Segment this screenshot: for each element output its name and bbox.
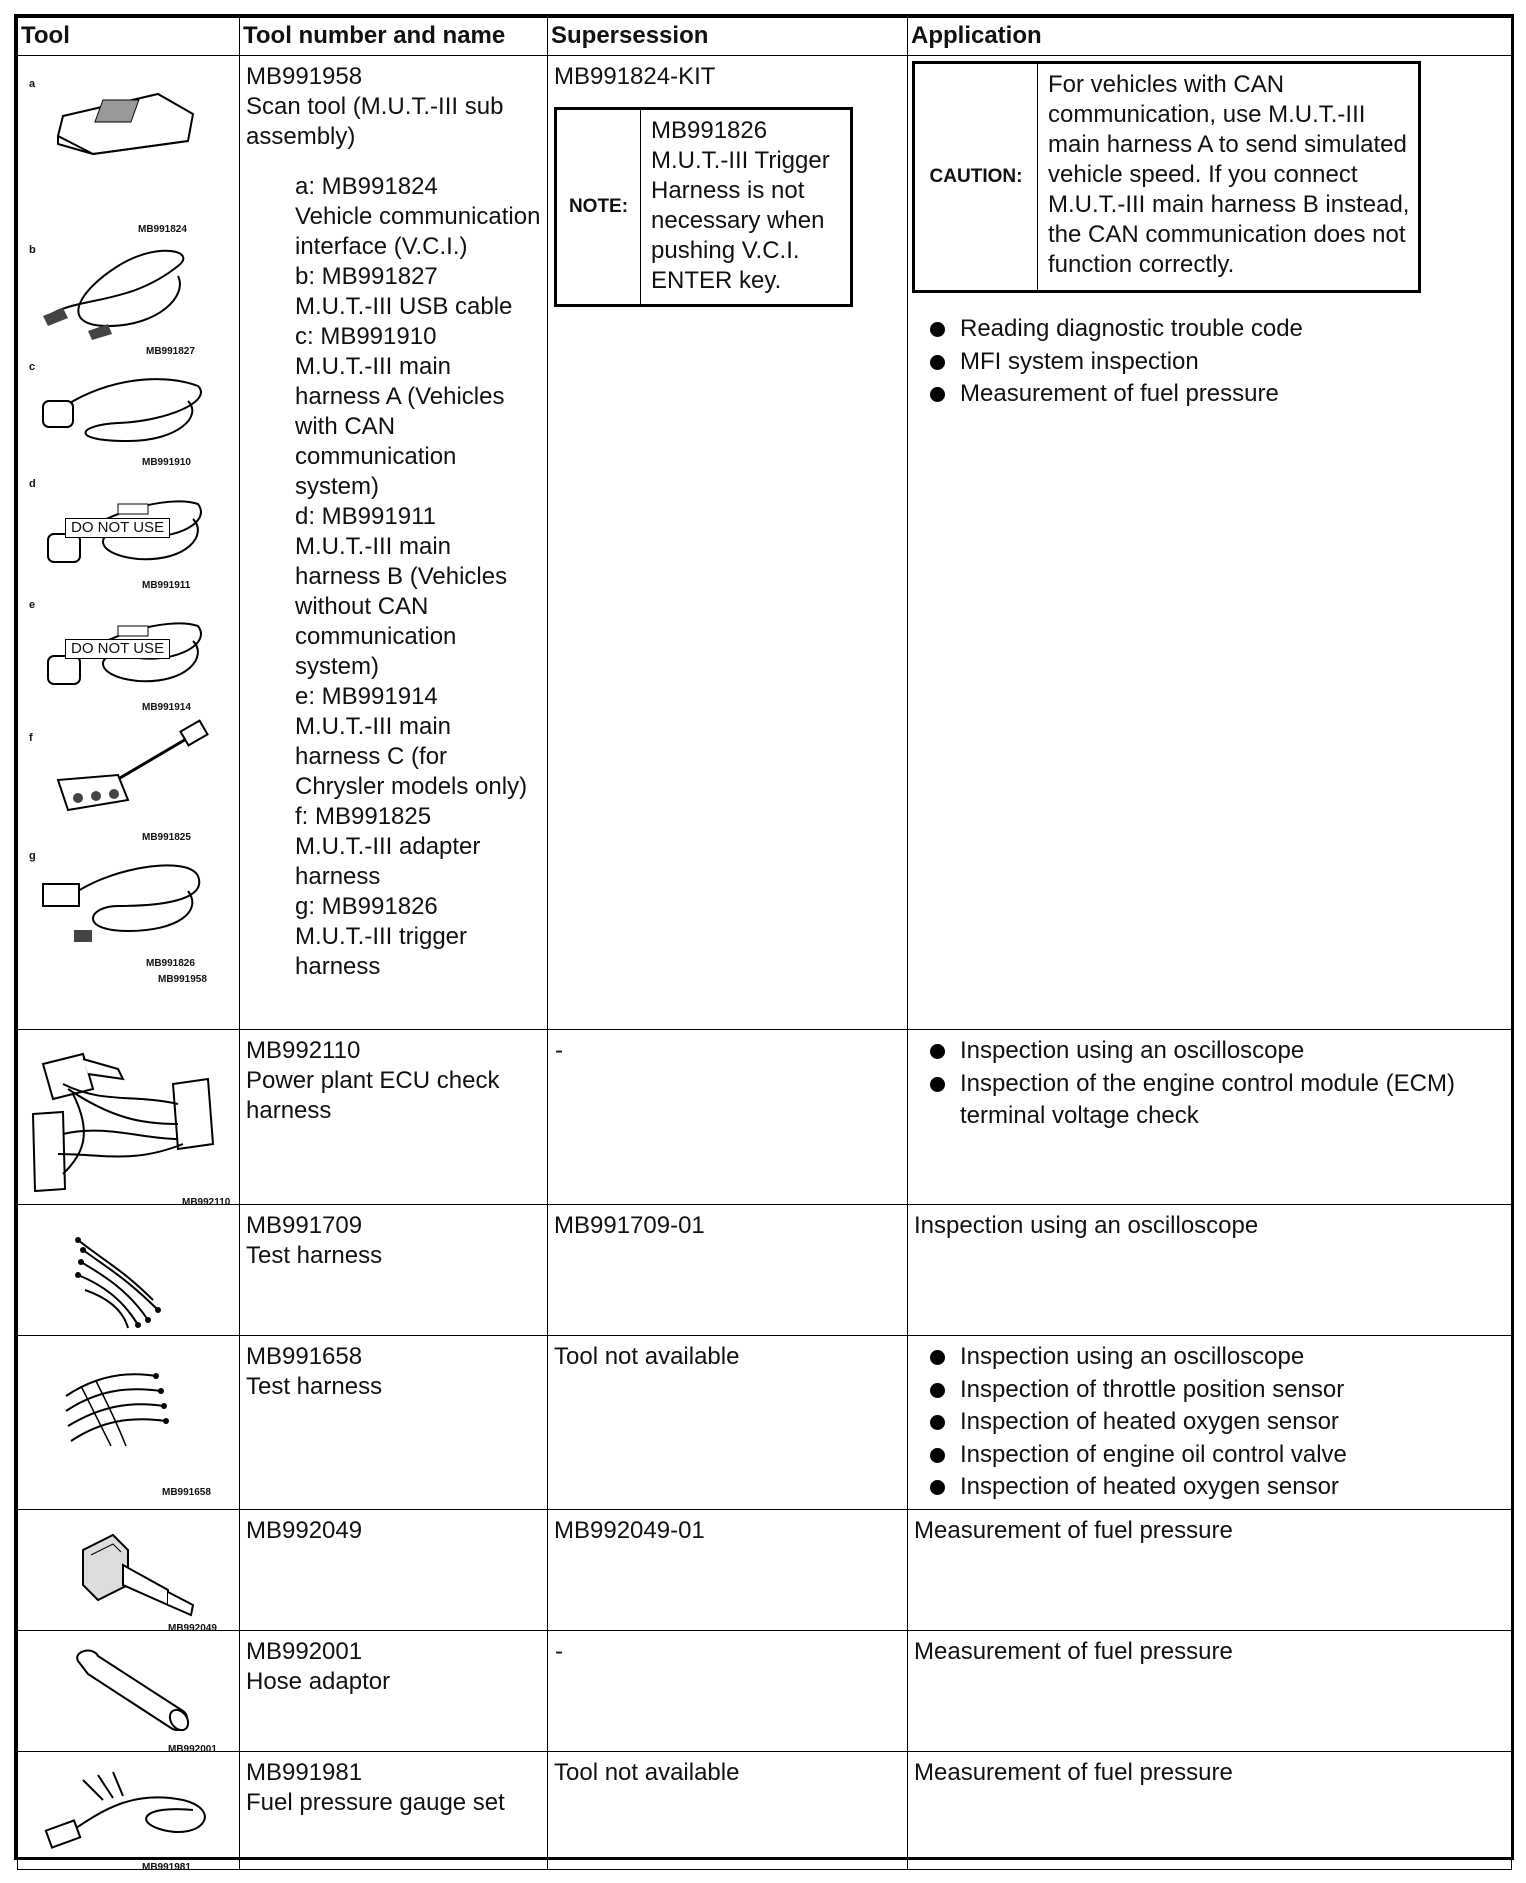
tool-number-cell [240,56,548,1030]
supersession-cell [548,1336,908,1510]
tool-illustration-cell [18,1205,240,1336]
fuel-pressure-adapter-icon [73,1530,203,1620]
usb-cable-icon [38,246,198,341]
list-item: Inspection using an oscilloscope [926,1341,1511,1374]
application-text: Inspection using an oscilloscope [914,1212,1259,1239]
supersession-value: MB991709-01 [554,1212,705,1239]
hose-adaptor-icon [73,1646,203,1736]
tool-illustration-cell [18,56,240,1030]
adapter-harness-icon [38,720,208,820]
component-desc: M.U.T.-III adapter harness [295,833,481,890]
tool-name: Test harness [246,1373,383,1400]
application-list [908,1035,1511,1133]
part-number-label: MB991910 [142,457,191,468]
part-number-label: MB992001 [168,1744,217,1755]
trigger-harness-icon [38,846,208,946]
component-desc: M.U.T.-III trigger harness [295,923,468,980]
supersession-cell [548,1631,908,1752]
application-cell [908,1752,1512,1870]
application-cell [908,1510,1512,1631]
supersession-value: Tool not available [554,1343,740,1370]
letter-label: e [29,599,36,611]
do-not-use-label: DO NOT USE [65,639,170,659]
letter-label: b [29,244,36,256]
tool-name: Hose adaptor [246,1668,391,1695]
tool-illustration-cell [18,1336,240,1510]
letter-label: a [29,78,36,90]
note-box [554,107,853,307]
application-list [908,1341,1511,1504]
part-number-label: MB991827 [146,346,195,357]
tool-name: Fuel pressure gauge set [246,1789,505,1816]
tool-number-cell [240,1752,548,1870]
special-tools-table [17,17,1512,1873]
special-tools-table-frame [14,14,1514,1873]
header-row [18,18,1512,56]
application-text: Measurement of fuel pressure [914,1517,1233,1544]
supersession-cell [548,1510,908,1631]
fuel-pressure-gauge-set-icon [43,1770,223,1850]
header-tool: Tool [18,18,240,56]
tool-number: MB991958 [246,63,363,90]
ecu-check-harness-icon [23,1044,233,1194]
part-number-label: MB991911 [142,580,191,591]
caution-box [912,61,1421,293]
component-code: d: MB991911 [295,503,436,530]
application-cell [908,56,1512,1030]
component-desc: M.U.T.-III USB cable [295,293,513,320]
list-item: Reading diagnostic trouble code [926,313,1511,346]
note-label: NOTE: [557,110,641,304]
supersession-cell [548,1752,908,1870]
test-harness-icon [73,1230,183,1330]
header-supersession: Supersession [548,18,908,56]
tool-number: MB991658 [246,1343,363,1370]
part-number-label: MB991958 [158,974,207,985]
supersession-value: - [555,1638,563,1665]
application-cell [908,1631,1512,1752]
tool-number: MB991981 [246,1759,363,1786]
part-number-label: MB991826 [146,958,195,969]
application-text: Measurement of fuel pressure [914,1759,1233,1786]
part-number-label: MB991914 [142,702,191,713]
test-harness-icon [56,1366,176,1456]
table-row [18,1631,1512,1752]
component-desc: M.U.T.-III main harness A (Vehicles with CAN communication system) [295,353,505,500]
component-code: a: MB991824 [295,173,438,200]
tool-illustration-cell [18,1030,240,1208]
tool-number: MB992001 [246,1638,363,1665]
caution-label: CAUTION: [915,64,1038,290]
table-row [18,1030,1512,1205]
part-number-label: MB992049 [168,1623,217,1634]
application-cell [908,1336,1512,1510]
tool-number-cell [240,1510,548,1631]
letter-label: c [29,361,36,373]
tool-number-cell [240,1205,548,1336]
tool-illustration-cell [18,1631,240,1755]
tool-name: Test harness [246,1242,383,1269]
do-not-use-label: DO NOT USE [65,518,170,538]
list-item: Inspection of the engine control module (ECM) terminal voltage check [926,1068,1511,1133]
list-item: MFI system inspection [926,346,1511,379]
note-text: MB991826 M.U.T.-III Trigger Harness is not necessary when pushing V.C.I. ENTER key. [651,117,830,294]
letter-label: d [29,478,36,490]
tool-number-cell [240,1030,548,1205]
supersession-value: MB992049-01 [554,1517,705,1544]
tool-number-cell [240,1336,548,1510]
caution-text: For vehicles with CAN communication, use M.U.T.-III main harness A to send simulated vehicle speed. If you connect M.U.T.-III main harness B instead, the CAN communication does not function correctly. [1048,71,1410,278]
tool-illustration-cell [18,1752,240,1873]
list-item: Inspection of engine oil control valve [926,1439,1511,1472]
component-list [246,172,541,982]
tool-number: MB992110 [246,1037,361,1064]
component-code: f: MB991825 [295,803,432,830]
table-row [18,1510,1512,1631]
component-desc: M.U.T.-III main harness C (for Chrysler models only) [295,713,528,800]
main-harness-a-icon [38,361,208,451]
component-desc: Vehicle communication interface (V.C.I.) [295,203,541,260]
list-item: Measurement of fuel pressure [926,378,1511,411]
application-cell [908,1030,1512,1205]
component-code: e: MB991914 [295,683,438,710]
part-number-label: MB991825 [142,832,191,843]
list-item: Inspection using an oscilloscope [926,1035,1511,1068]
vci-unit-icon [48,86,198,156]
letter-label: f [29,732,33,744]
application-list [908,313,1511,411]
component-code: b: MB991827 [295,263,438,290]
list-item: Inspection of heated oxygen sensor [926,1406,1511,1439]
tool-name: Power plant ECU check harness [246,1067,500,1124]
list-item: Inspection of heated oxygen sensor [926,1471,1511,1504]
component-code: g: MB991826 [295,893,438,920]
header-application: Application [908,18,1512,56]
table-row [18,1336,1512,1510]
supersession-cell [548,1205,908,1336]
tool-number: MB991709 [246,1212,363,1239]
list-item: Inspection of throttle position sensor [926,1374,1511,1407]
tool-name: Scan tool (M.U.T.-III sub assembly) [246,93,504,150]
tool-illustration-cell [18,1510,240,1634]
part-number-label: MB992110 [182,1197,231,1208]
letter-label: g [29,850,36,862]
table-row [18,56,1512,1030]
part-number-label: MB991981 [142,1862,191,1873]
component-code: c: MB991910 [295,323,437,350]
tool-number-cell [240,1631,548,1752]
supersession-value: Tool not available [554,1759,740,1786]
header-tool-number: Tool number and name [240,18,548,56]
supersession-value: MB991824-KIT [554,63,716,90]
component-desc: M.U.T.-III main harness B (Vehicles without CAN communication system) [295,533,508,680]
supersession-cell [548,56,908,1030]
application-cell [908,1205,1512,1336]
table-row [18,1205,1512,1336]
part-number-label: MB991824 [138,224,187,235]
supersession-value: - [555,1037,563,1064]
application-text: Measurement of fuel pressure [914,1638,1233,1665]
supersession-cell [548,1030,908,1205]
part-number-label: MB991658 [162,1487,211,1498]
tool-number: MB992049 [246,1517,363,1544]
table-row [18,1752,1512,1870]
